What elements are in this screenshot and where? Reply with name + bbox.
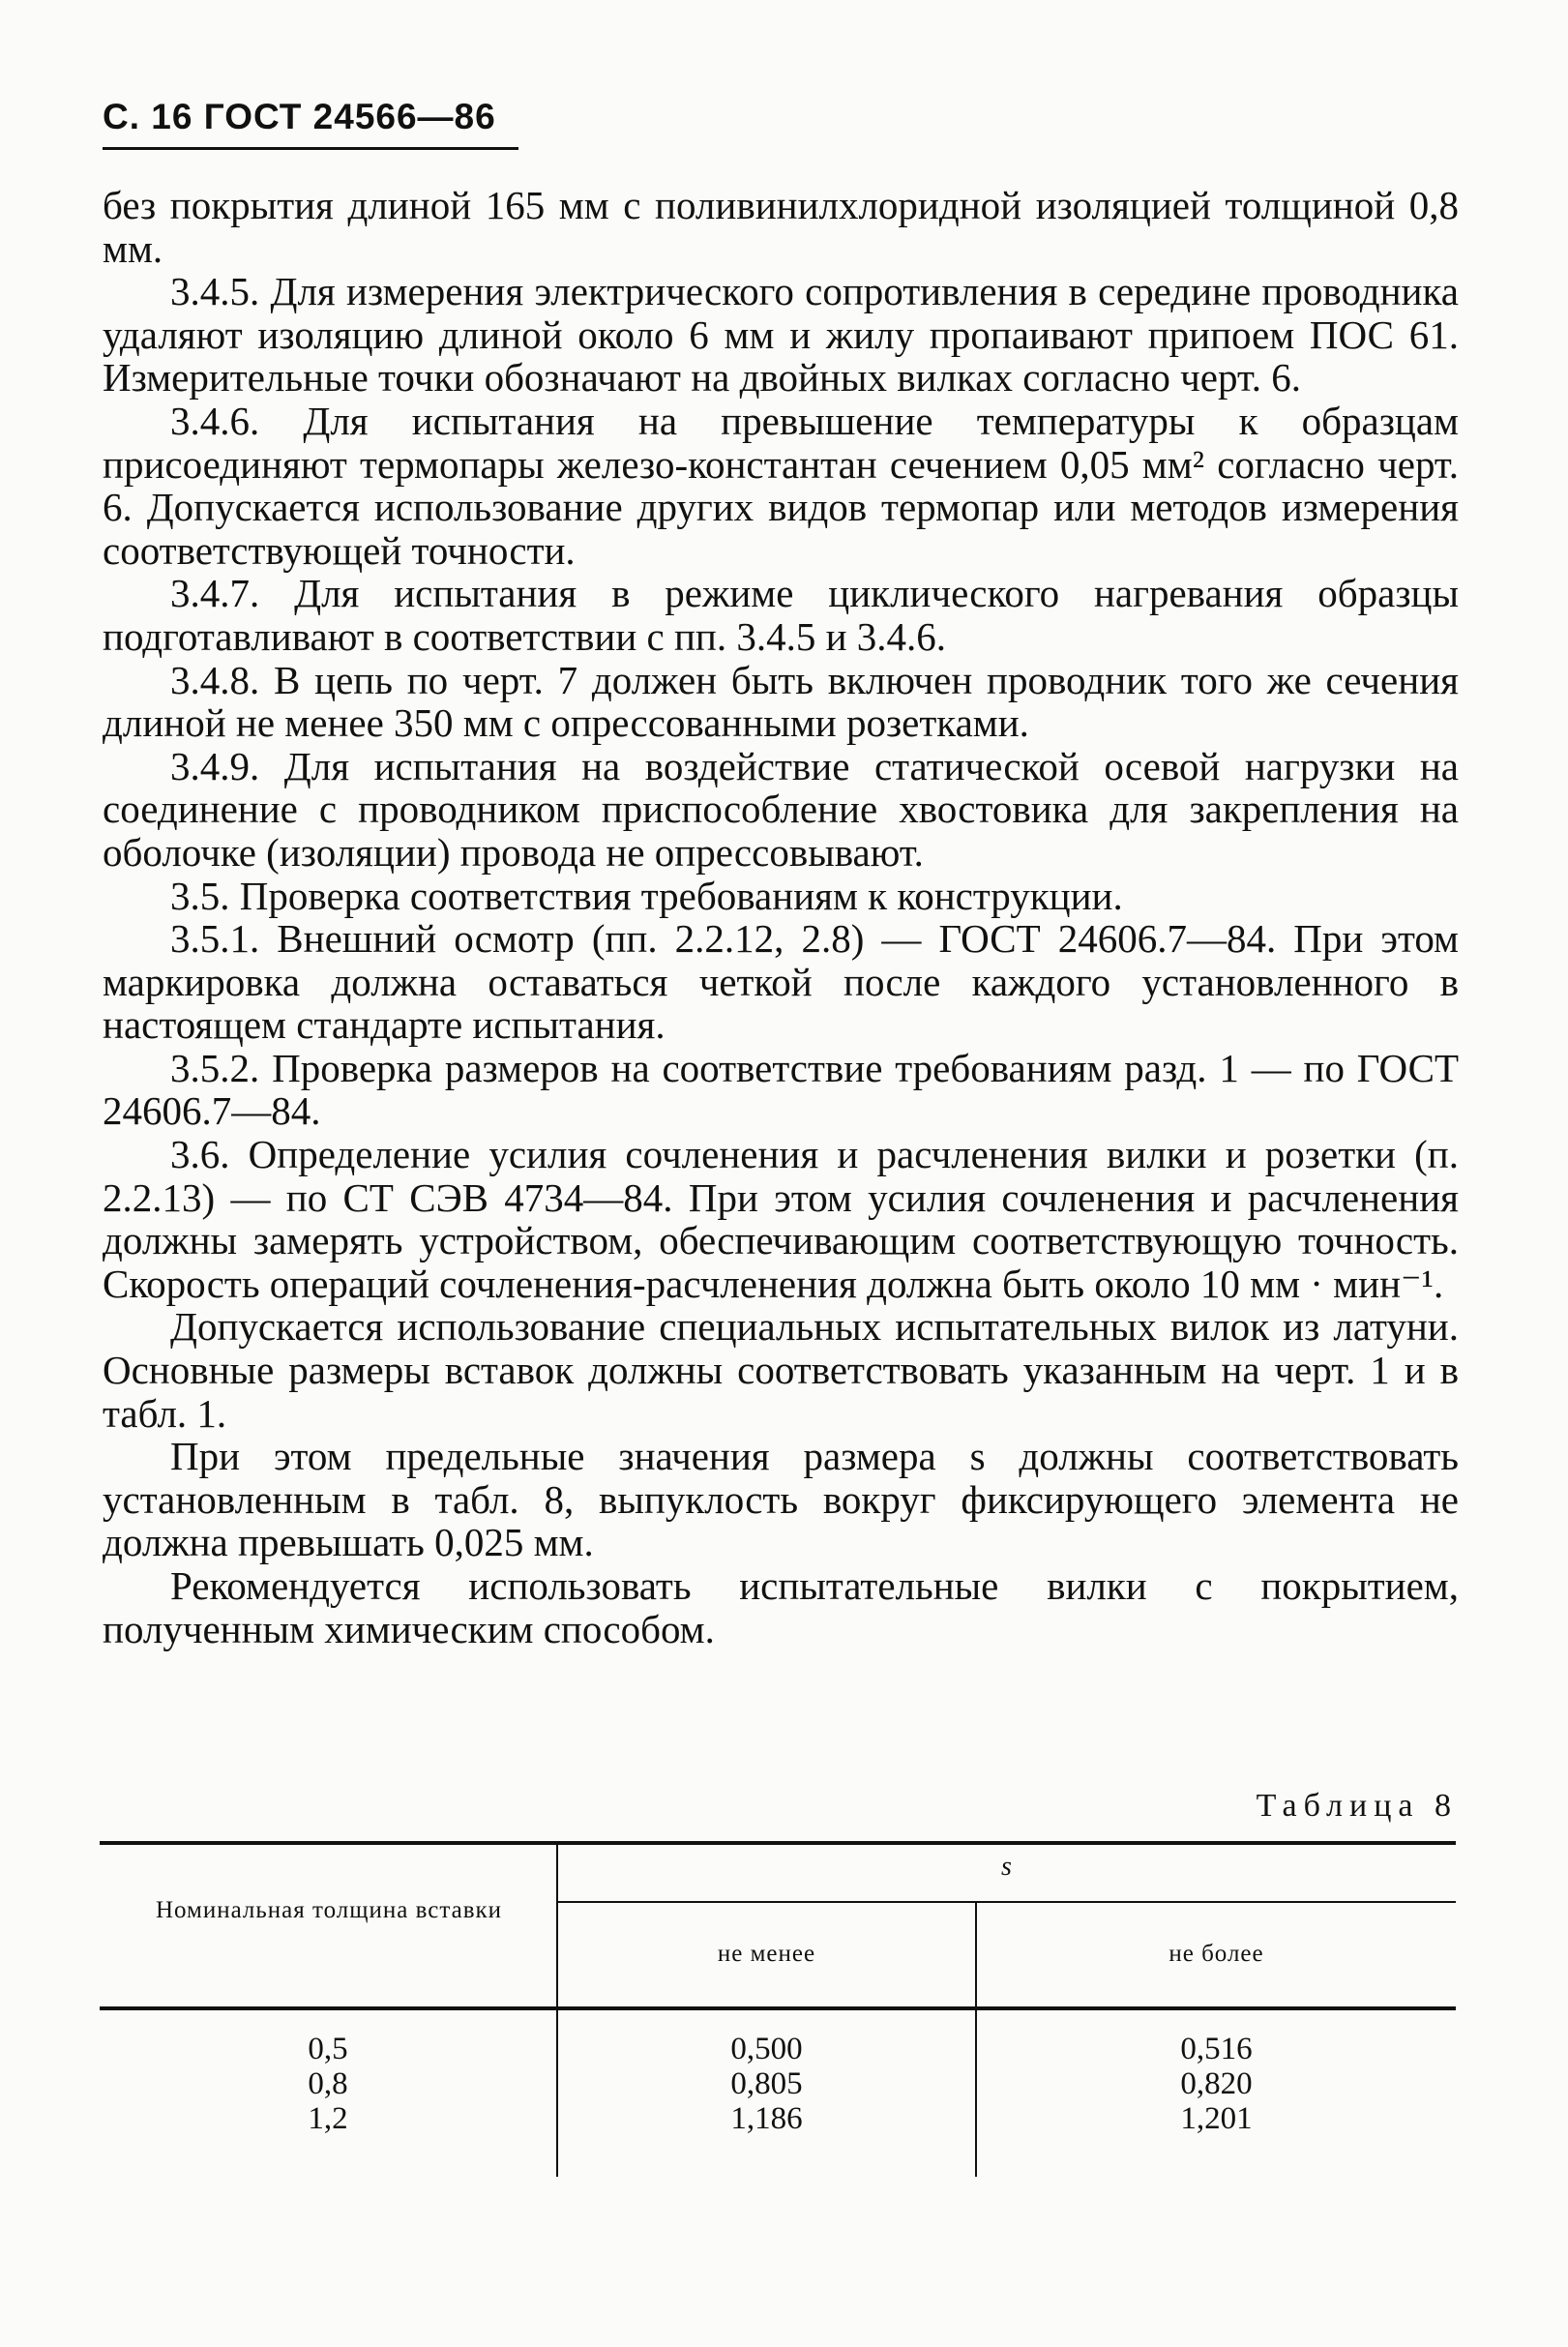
paragraph-3-5-1: 3.5.1. Внешний осмотр (пп. 2.2.12, 2.8) — ГОСТ 24606.7—84. При этом маркировка должна оставаться четкой после каждого установленного в настоящем стандарте испытания. [103,916,1459,1048]
table-header-rule [100,2006,1456,2010]
page-header: С. 16 ГОСТ 24566—86 [103,97,496,136]
paragraph-3-5-2: 3.5.2. Проверка размеров на соответствие требованиям разд. 1 — по ГОСТ 24606.7—84. [103,1045,1459,1134]
table-s-rule [558,1901,1456,1903]
cell-nominal: 0,5 [308,2032,348,2066]
column-nominal [100,2032,556,2136]
table-caption: Таблица 8 [1256,1788,1458,1824]
paragraph-size-s: При этом предельные значения размера s должны соответствовать установленным в табл. 8, выпуклость вокруг фиксирующего элемента не должна превышать 0,025 мм. [103,1434,1459,1565]
cell-not-less: 0,500 [730,2032,803,2066]
paragraph-recommendation: Рекомендуется использовать испытательные вилки с покрытием, полученным химическим способом. [103,1563,1459,1651]
column-not-less [558,2032,975,2136]
header-not-less: не менее [717,1941,816,1967]
body-text [103,184,1459,1650]
cell-not-more: 1,201 [1180,2101,1253,2136]
paragraph-3-4-8: 3.4.8. В цепь по черт. 7 должен быть включен проводник того же сечения длиной не менее 350 мм с опрессованными розетками. [103,657,1459,746]
cell-not-less: 0,805 [730,2066,803,2101]
header-s: s [1001,1852,1013,1882]
paragraph-3-5: 3.5. Проверка соответствия требованиям к конструкции. [170,873,1123,918]
paragraph-3-6: 3.6. Определение усилия сочленения и расчленения вилки и розетки (п. 2.2.13) — по СТ СЭВ 4734—84. При этом усилия сочленения и расчленения должны замерять устройством, обеспечивающим соответствующую точность. Скорость операций сочленения-расчленения должна быть около 10 мм · мин⁻¹. [103,1132,1459,1306]
paragraph-3-4-5: 3.4.5. Для измерения электрического сопротивления в середине проводника удаляют изоляцию длиной около 6 мм и жилу пропаивают припоем ПОС 61. Измерительные точки обозначают на двойных вилках согласно черт. 6. [103,269,1459,401]
table-top-rule [100,1841,1456,1845]
header-rule [103,147,518,150]
paragraph-continuation: без покрытия длиной 165 мм с поливинилхлоридной изоляцией толщиной 0,8 мм. [103,183,1459,271]
cell-nominal: 0,8 [308,2066,348,2101]
header-not-more: не более [1169,1941,1264,1967]
paragraph-3-4-6: 3.4.6. Для испытания на превышение температуры к образцам присоединяют термопары железо-константан сечением 0,05 мм² согласно черт. 6. Допускается использование других видов термопар или методов измерения соответствующей точности. [103,398,1459,573]
paragraph-brass-plugs: Допускается использование специальных испытательных вилок из латуни. Основные размеры вставок должны соответствовать указанным на черт. 1 и в табл. 1. [103,1304,1459,1436]
paragraph-3-4-9: 3.4.9. Для испытания на воздействие статической осевой нагрузки на соединение с проводником приспособление хвостовика для закрепления на оболочке (изоляции) провода не опрессовывают. [103,743,1459,875]
cell-not-more: 0,516 [1180,2032,1253,2066]
paragraph-3-4-7: 3.4.7. Для испытания в режиме циклического нагревания образцы подготавливают в соответствии с пп. 3.4.5 и 3.4.6. [103,571,1459,659]
cell-not-less: 1,186 [730,2101,803,2136]
cell-not-more: 0,820 [1180,2066,1253,2101]
column-not-more [977,2032,1456,2136]
header-nominal-thickness: Номинальная толщина вставки [155,1897,503,1923]
cell-nominal: 1,2 [308,2101,348,2136]
